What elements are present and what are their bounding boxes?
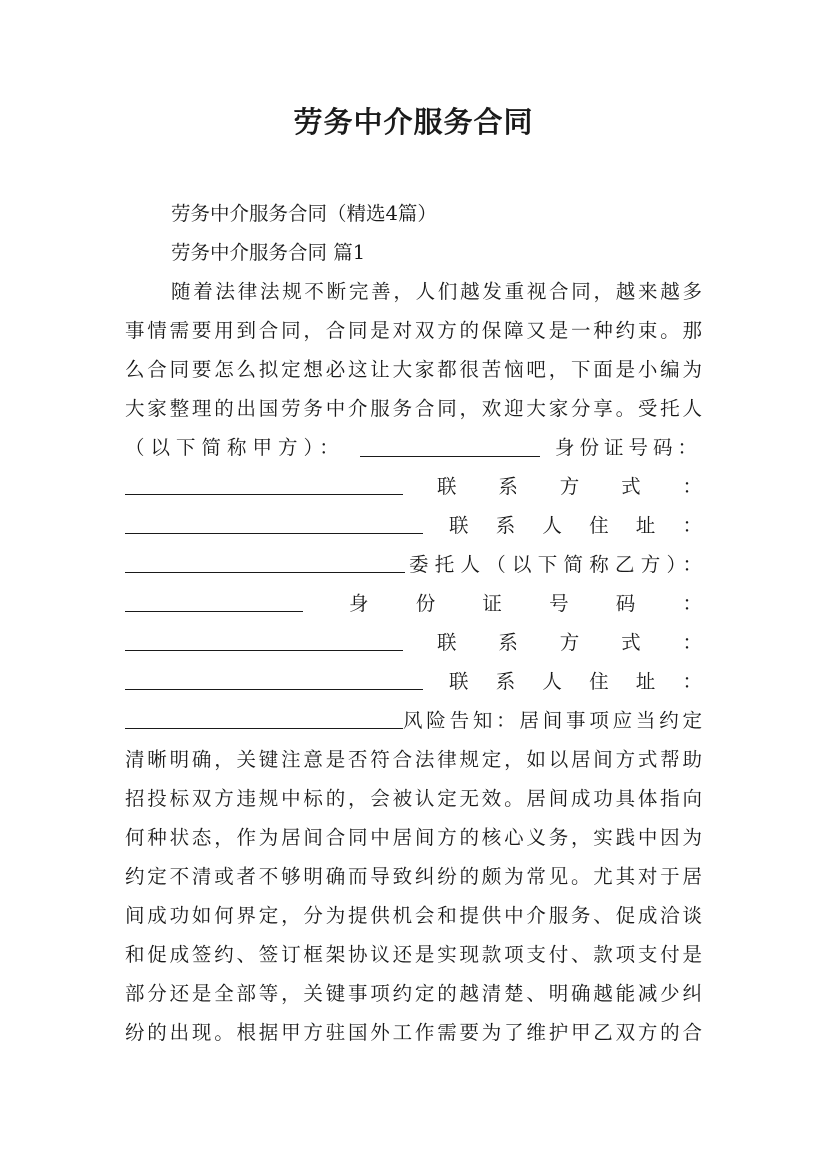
party-a-line <box>125 428 702 467</box>
body-line-1: 清晰明确，关键注意是否符合法律规定，如以居间方式帮助 <box>125 748 702 771</box>
body-line-7: 部分还是全部等，关键事项约定的越清楚、明确越能减少纠 <box>125 982 702 1005</box>
id-number-label-a: 身份证号码： <box>554 436 702 459</box>
party-a-label: （以下简称甲方）： <box>125 436 345 459</box>
body-line-8: 纷的出现。根据甲方驻国外工作需要为了维护甲乙双方的合 <box>125 1021 702 1044</box>
body-line-5: 间成功如何界定，分为提供机会和提供中介服务、促成洽谈 <box>125 904 702 927</box>
contact-address-label-b: 联系人住址： <box>449 670 702 693</box>
risk-notice-line <box>125 701 702 740</box>
contact-address-line-a <box>125 506 702 545</box>
party-b-line <box>125 545 702 584</box>
risk-notice-start: 风险告知：居间事项应当约定 <box>403 709 702 732</box>
contact-method-blank-b <box>125 688 423 690</box>
party-b-label: 委托人（以下简称乙方）： <box>409 553 702 576</box>
contact-address-label-a: 联系人住址： <box>449 514 702 537</box>
body-line-4: 约定不清或者不够明确而导致纠纷的颇为常见。尤其对于居 <box>125 865 702 888</box>
contact-method-label-a: 联系方式： <box>437 475 702 498</box>
contact-method-line-b <box>125 623 702 662</box>
intro-line-1: 随着法律法规不断完善，人们越发重视合同，越来越多 <box>171 280 702 303</box>
intro-line-4: 大家整理的出国劳务中介服务合同，欢迎大家分享。受托人 <box>125 397 702 420</box>
contact-address-blank-a <box>125 571 405 573</box>
intro-line-3: 么合同要怎么拟定想必这让大家都很苦恼吧，下面是小编为 <box>125 358 702 381</box>
contact-method-line-a <box>125 467 702 506</box>
contact-address-line-b <box>125 662 702 701</box>
id-number-line-b <box>125 584 702 623</box>
subtitle-line: 劳务中介服务合同（精选4篇） <box>171 202 437 225</box>
document-body <box>125 194 702 1052</box>
id-number-label-b: 身份证号码： <box>349 592 702 615</box>
contact-method-blank-a <box>125 532 423 534</box>
body-line-3: 何种状态，作为居间合同中居间方的核心义务，实践中因为 <box>125 826 702 849</box>
contact-method-label-b: 联系方式： <box>437 631 702 654</box>
id-number-blank-a <box>125 493 403 495</box>
intro-line-2: 事情需要用到合同，合同是对双方的保障又是一种约束。那 <box>125 319 702 342</box>
contact-address-blank-b <box>125 727 403 729</box>
party-a-blank <box>360 455 540 457</box>
party-b-blank <box>125 610 303 612</box>
part-heading: 劳务中介服务合同 篇1 <box>171 241 366 264</box>
body-line-2: 招投标双方违规中标的，会被认定无效。居间成功具体指向 <box>125 787 702 810</box>
body-line-6: 和促成签约、签订框架协议还是实现款项支付、款项支付是 <box>125 943 702 966</box>
id-number-blank-b <box>125 649 403 651</box>
document-title: 劳务中介服务合同 <box>293 105 534 139</box>
